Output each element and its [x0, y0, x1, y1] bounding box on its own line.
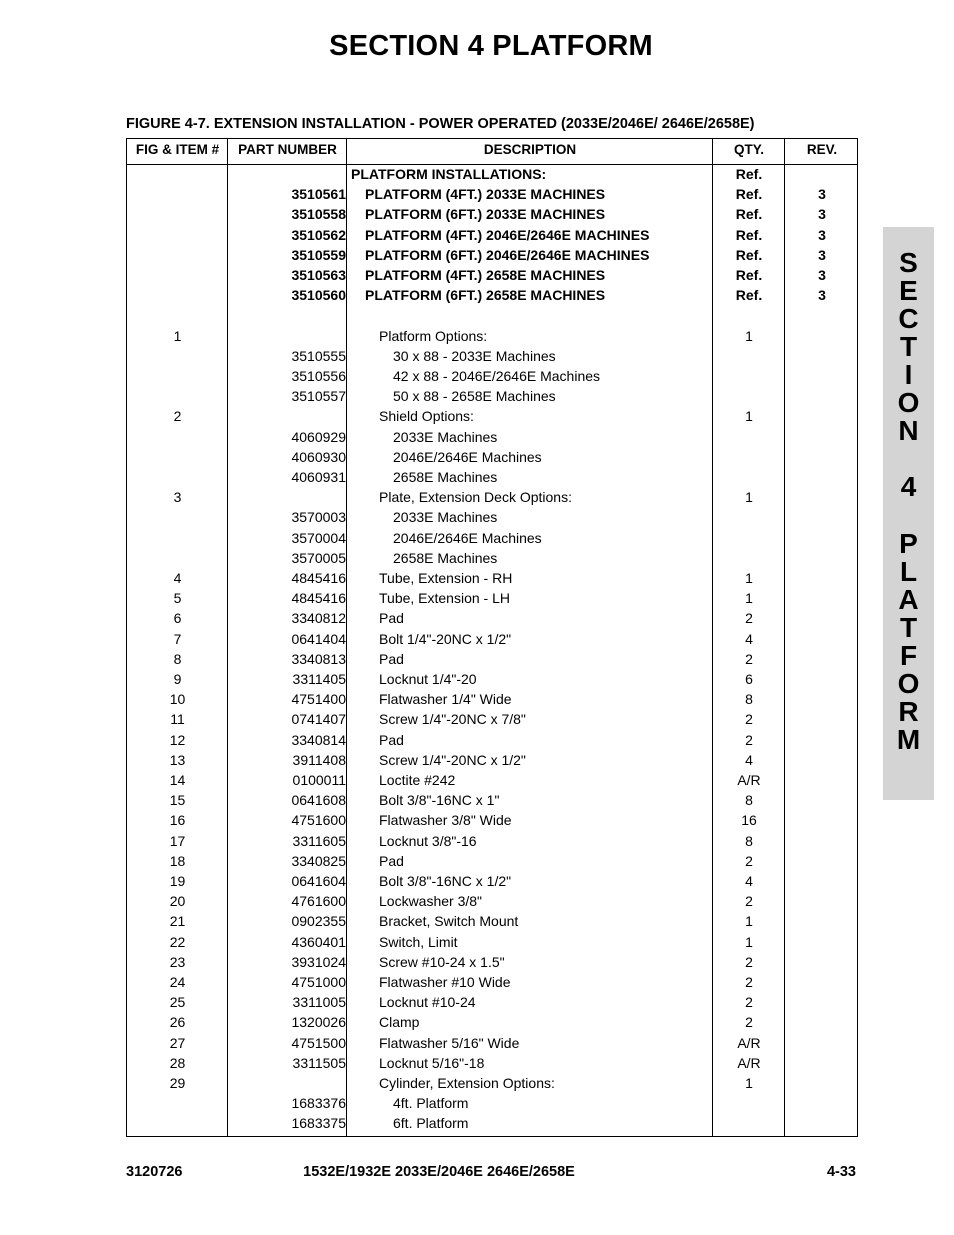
description-cell: PLATFORM (6FT.) 2658E MACHINES [365, 287, 606, 304]
table-row [127, 649, 857, 669]
part-number-cell: 3340825 [291, 852, 346, 869]
table-row [127, 225, 857, 245]
fig-item-cell: 5 [173, 590, 182, 607]
description-cell: Bracket, Switch Mount [379, 913, 519, 930]
side-tab-letter: O [897, 667, 920, 699]
qty-cell: 2 [745, 711, 753, 728]
qty-cell: 2 [745, 610, 753, 627]
table-row [127, 568, 857, 588]
fig-item-cell: 18 [169, 852, 186, 869]
description-cell: PLATFORM (6FT.) 2033E MACHINES [365, 206, 606, 223]
fig-item-cell: 4 [173, 570, 182, 586]
part-number-cell: 4751400 [291, 691, 346, 708]
qty-cell: Ref. [735, 186, 763, 203]
part-number-cell: 3570004 [291, 529, 346, 546]
table-row [127, 305, 857, 325]
part-number-cell: 4360401 [291, 933, 346, 950]
rev-cell: 3 [818, 267, 826, 283]
table-row [127, 1113, 857, 1133]
fig-item-cell: 29 [169, 1075, 186, 1091]
fig-item-cell: 7 [173, 630, 182, 647]
table-row [127, 548, 857, 568]
qty-cell: Ref. [735, 226, 763, 243]
rev-cell: 3 [818, 287, 826, 304]
description-cell: Locknut 1/4"-20 [379, 671, 477, 687]
fig-item-cell: 21 [169, 913, 186, 930]
description-cell: PLATFORM (6FT.) 2046E/2646E MACHINES [365, 246, 650, 263]
description-cell: Flatwasher 3/8" Wide [379, 812, 512, 829]
table-row [127, 871, 857, 891]
header-description: DESCRIPTION [483, 142, 577, 157]
description-cell: Pad [379, 610, 404, 627]
qty-cell: 2 [745, 1014, 753, 1031]
part-number-cell: 3911408 [292, 751, 346, 768]
table-row [127, 507, 857, 527]
table-row [127, 467, 857, 487]
qty-cell: 4 [745, 751, 753, 768]
part-number-cell: 4751600 [291, 812, 346, 829]
table-row [127, 245, 857, 265]
qty-cell: Ref. [735, 267, 763, 283]
part-number-cell: 3510562 [291, 226, 346, 243]
part-number-cell: 4845416 [291, 570, 346, 586]
description-cell: Lockwasher 3/8" [379, 893, 483, 910]
table-row [127, 608, 857, 628]
description-cell: 42 x 88 - 2046E/2646E Machines [393, 368, 601, 384]
footer-page-number: 4-33 [826, 1164, 856, 1180]
qty-cell: 2 [745, 974, 753, 990]
description-cell: Screw #10-24 x 1.5" [379, 953, 505, 970]
side-tab-letter: P [899, 527, 918, 559]
table-row [127, 689, 857, 709]
qty-cell: 1 [745, 489, 753, 506]
qty-cell: 1 [745, 1075, 753, 1091]
figure-title: FIGURE 4-7. EXTENSION INSTALLATION - POWER OPERATED (2033E/2046E/ 2646E/2658E) [126, 116, 755, 132]
description-cell: Clamp [379, 1014, 420, 1031]
header-part-number: PART NUMBER [238, 142, 337, 157]
table-row [127, 326, 857, 346]
part-number-cell: 3570005 [291, 549, 346, 566]
part-number-cell: 3311005 [292, 994, 346, 1011]
side-tab-letter: N [898, 415, 919, 447]
qty-cell: 2 [745, 731, 753, 748]
table-row [127, 164, 857, 184]
part-number-cell: 3570003 [291, 509, 346, 526]
description-cell: Screw 1/4"-20NC x 1/2" [379, 751, 526, 768]
description-cell: Shield Options: [379, 408, 474, 425]
description-cell: Tube, Extension - RH [379, 570, 513, 586]
part-number-cell: 3340813 [291, 650, 346, 667]
table-row [127, 285, 857, 305]
description-cell: 2046E/2646E Machines [393, 529, 542, 546]
table-row [127, 427, 857, 447]
table-row [127, 1053, 857, 1073]
side-tab-letter: M [896, 723, 921, 755]
description-cell: Locknut 3/8"-16 [379, 832, 477, 849]
table-row [127, 770, 857, 790]
side-tab-letter: R [898, 695, 919, 727]
qty-cell: 1 [745, 913, 753, 930]
fig-item-cell: 16 [169, 812, 186, 829]
qty-cell: Ref. [735, 287, 763, 304]
side-tab-letter: O [897, 387, 920, 419]
part-number-cell: 3311605 [292, 832, 346, 849]
description-cell: Tube, Extension - LH [379, 590, 510, 607]
description-cell: Pad [379, 650, 404, 667]
qty-cell: 4 [745, 873, 753, 889]
description-cell: PLATFORM (4FT.) 2033E MACHINES [365, 186, 606, 203]
qty-cell: 2 [745, 893, 753, 910]
description-cell: 30 x 88 - 2033E Machines [393, 347, 556, 364]
part-number-cell: 0641608 [291, 792, 346, 809]
part-number-cell: 0100011 [292, 772, 346, 788]
header-qty: QTY. [733, 142, 764, 157]
table-row [127, 790, 857, 810]
qty-cell: 6 [745, 671, 753, 687]
part-number-cell: 3931024 [291, 953, 346, 970]
table-row [127, 669, 857, 689]
fig-item-cell: 10 [169, 691, 186, 708]
qty-cell: 1 [745, 590, 753, 607]
qty-cell: 1 [745, 933, 753, 950]
fig-item-cell: 8 [173, 650, 182, 667]
qty-cell: Ref. [735, 206, 763, 223]
description-cell: Plate, Extension Deck Options: [379, 489, 572, 506]
fig-item-cell: 13 [169, 751, 186, 768]
part-number-cell: 3510556 [291, 368, 346, 384]
qty-cell: 1 [745, 408, 753, 425]
table-row [127, 972, 857, 992]
qty-cell: A/R [737, 1034, 761, 1051]
qty-cell: 8 [745, 832, 753, 849]
fig-item-cell: 24 [169, 974, 186, 990]
part-number-cell: 1683376 [291, 1095, 346, 1112]
table-row [127, 810, 857, 830]
description-cell: 50 x 88 - 2658E Machines [393, 388, 556, 405]
qty-cell: 1 [745, 327, 753, 344]
qty-cell: 4 [745, 630, 753, 647]
fig-item-cell: 23 [169, 953, 186, 970]
part-number-cell: 3311405 [292, 671, 346, 687]
part-number-cell: 0741407 [291, 711, 346, 728]
rev-cell: 3 [818, 226, 826, 243]
description-cell: 2046E/2646E Machines [393, 448, 542, 465]
footer-models: 1532E/1932E 2033E/2046E 2646E/2658E [303, 1164, 575, 1180]
fig-item-cell: 9 [173, 671, 182, 687]
side-tab-letter: 4 [900, 471, 917, 503]
table-row [127, 1073, 857, 1093]
part-number-cell: 0902355 [291, 913, 346, 930]
fig-item-cell: 1 [173, 327, 182, 344]
description-cell: 2658E Machines [393, 469, 498, 485]
description-cell: Flatwasher 5/16" Wide [379, 1034, 520, 1051]
fig-item-cell: 22 [169, 933, 186, 950]
side-tab-letter: T [899, 331, 918, 363]
table-row [127, 750, 857, 770]
part-number-cell: 4845416 [291, 590, 346, 607]
description-cell: Locknut 5/16"-18 [379, 1054, 485, 1071]
description-cell: Cylinder, Extension Options: [379, 1075, 555, 1091]
part-number-cell: 3510557 [291, 388, 346, 405]
part-number-cell: 4060929 [291, 428, 346, 445]
description-cell: Screw 1/4"-20NC x 7/8" [379, 711, 526, 728]
footer-document-number: 3120726 [126, 1164, 183, 1180]
part-number-cell: 3340814 [291, 731, 346, 748]
qty-cell: 16 [741, 812, 757, 829]
part-number-cell: 3510558 [291, 206, 346, 223]
side-tab-letter: A [898, 583, 919, 615]
table-row [127, 992, 857, 1012]
fig-item-cell: 11 [170, 711, 185, 728]
part-number-cell: 4060931 [291, 469, 346, 485]
part-number-cell: 3510563 [291, 267, 346, 283]
qty-cell: A/R [737, 1054, 761, 1071]
description-cell: Bolt 3/8"-16NC x 1" [379, 792, 500, 809]
table-row [127, 346, 857, 366]
rev-cell: 3 [818, 206, 826, 223]
qty-cell: 8 [745, 691, 753, 708]
parts-table [126, 138, 858, 1137]
part-number-cell: 3510559 [291, 246, 346, 263]
table-row [127, 204, 857, 224]
fig-item-cell: 14 [169, 772, 186, 788]
table-row [127, 487, 857, 507]
side-tab-letter: C [898, 303, 919, 335]
qty-cell: 2 [745, 994, 753, 1011]
qty-cell: Ref. [735, 166, 763, 182]
table-row [127, 851, 857, 871]
page-title: SECTION 4 PLATFORM [329, 30, 653, 62]
description-cell: Bolt 1/4"-20NC x 1/2" [379, 630, 512, 647]
part-number-cell: 0641404 [291, 630, 346, 647]
fig-item-cell: 28 [169, 1054, 186, 1071]
table-row [127, 386, 857, 406]
fig-item-cell: 2 [173, 408, 182, 425]
fig-item-cell: 20 [169, 893, 186, 910]
table-row [127, 265, 857, 285]
table-row [127, 1093, 857, 1113]
description-cell: PLATFORM (4FT.) 2658E MACHINES [365, 267, 606, 283]
table-row [127, 588, 857, 608]
description-cell: Switch, Limit [379, 933, 458, 950]
description-cell: 4ft. Platform [393, 1095, 469, 1112]
description-cell: 2033E Machines [393, 509, 498, 526]
qty-cell: 2 [745, 953, 753, 970]
table-row [127, 1012, 857, 1032]
description-cell: 2033E Machines [393, 428, 498, 445]
qty-cell: Ref. [735, 246, 763, 263]
part-number-cell: 3510561 [291, 186, 346, 203]
side-tab-letter: L [899, 555, 918, 587]
qty-cell: 2 [745, 852, 753, 869]
fig-item-cell: 15 [169, 792, 186, 809]
fig-item-cell: 26 [169, 1014, 186, 1031]
table-row [127, 629, 857, 649]
table-row [127, 528, 857, 548]
qty-cell: 1 [745, 570, 753, 586]
side-tab-letter: F [899, 639, 918, 671]
part-number-cell: 4060930 [291, 448, 346, 465]
part-number-cell: 1320026 [291, 1014, 346, 1031]
table-row [127, 891, 857, 911]
side-tab-letter: T [899, 611, 918, 643]
qty-cell: A/R [737, 772, 761, 788]
table-row [127, 366, 857, 386]
fig-item-cell: 6 [173, 610, 182, 627]
table-row [127, 709, 857, 729]
description-cell: Pad [379, 852, 404, 869]
part-number-cell: 4761600 [291, 893, 346, 910]
description-cell: Locknut #10-24 [379, 994, 476, 1011]
section-side-tab [883, 227, 934, 800]
table-row [127, 1033, 857, 1053]
description-cell: Bolt 3/8"-16NC x 1/2" [379, 873, 512, 889]
qty-cell: 8 [745, 792, 753, 809]
part-number-cell: 3510560 [291, 287, 346, 304]
description-cell: Loctite #242 [379, 772, 456, 788]
table-row [127, 952, 857, 972]
rev-cell: 3 [818, 246, 826, 263]
description-cell: PLATFORM (4FT.) 2046E/2646E MACHINES [365, 226, 650, 243]
description-cell: Pad [379, 731, 404, 748]
description-cell: Platform Options: [379, 327, 488, 344]
header-fig-item: FIG & ITEM # [135, 142, 220, 157]
fig-item-cell: 19 [169, 873, 186, 889]
table-row [127, 447, 857, 467]
table-row [127, 406, 857, 426]
description-cell: 2658E Machines [393, 549, 498, 566]
part-number-cell: 1683375 [291, 1115, 346, 1132]
part-number-cell: 0641604 [291, 873, 346, 889]
description-cell: Flatwasher #10 Wide [379, 974, 511, 990]
side-tab-letter: S [899, 247, 918, 278]
header-rev: REV. [806, 142, 838, 157]
fig-item-cell: 25 [169, 994, 186, 1011]
description-cell: 6ft. Platform [393, 1115, 469, 1132]
description-cell: Flatwasher 1/4" Wide [379, 691, 512, 708]
table-row [127, 730, 857, 750]
fig-item-cell: 17 [169, 832, 186, 849]
fig-item-cell: 12 [169, 731, 186, 748]
part-number-cell: 4751000 [291, 974, 346, 990]
side-tab-letter: I [904, 359, 913, 391]
side-tab-letter: E [899, 275, 918, 307]
part-number-cell: 3311505 [292, 1054, 346, 1071]
fig-item-cell: 3 [173, 489, 182, 506]
description-cell: PLATFORM INSTALLATIONS: [351, 166, 547, 182]
rev-cell: 3 [818, 186, 826, 203]
part-number-cell: 3510555 [291, 347, 346, 364]
fig-item-cell: 27 [169, 1034, 186, 1051]
table-row [127, 932, 857, 952]
table-row [127, 831, 857, 851]
part-number-cell: 4751500 [291, 1034, 346, 1051]
part-number-cell: 3340812 [291, 610, 346, 627]
qty-cell: 2 [745, 650, 753, 667]
table-row [127, 911, 857, 931]
table-row [127, 184, 857, 204]
